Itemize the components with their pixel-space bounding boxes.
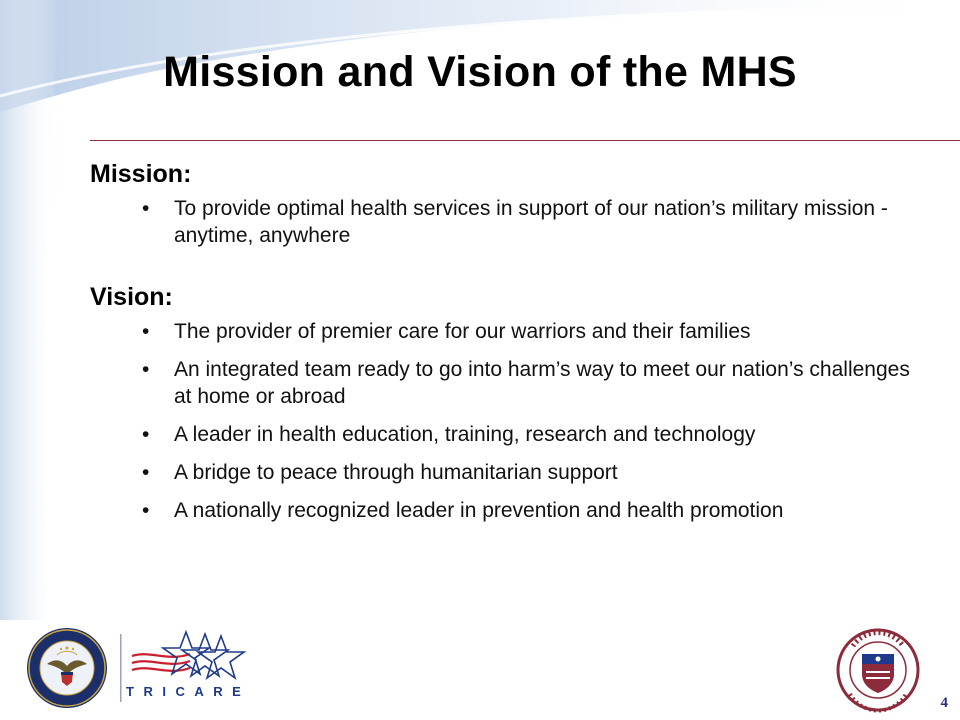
bullet-icon: • bbox=[142, 499, 150, 522]
footer-divider bbox=[120, 634, 122, 702]
mission-list bbox=[90, 195, 930, 249]
bullet-icon: • bbox=[142, 358, 150, 381]
list-item bbox=[90, 421, 930, 448]
footer-logos bbox=[0, 620, 960, 720]
vision-heading: Vision: bbox=[90, 283, 173, 311]
bullet-text: An integrated team ready to go into harm’s way to meet our nation’s challenges at home or abroad bbox=[174, 358, 910, 408]
bullet-icon: • bbox=[142, 423, 150, 446]
title-divider bbox=[90, 140, 960, 141]
bullet-text: A nationally recognized leader in prevention and health promotion bbox=[174, 499, 784, 522]
slide-title: Mission and Vision of the MHS bbox=[163, 48, 797, 96]
bullet-icon: • bbox=[142, 320, 150, 343]
list-item bbox=[90, 497, 930, 524]
bullet-icon: • bbox=[142, 461, 150, 484]
bullet-text: A leader in health education, training, research and technology bbox=[174, 423, 756, 446]
list-item bbox=[90, 356, 930, 410]
bullet-text: The provider of premier care for our warriors and their families bbox=[174, 320, 751, 343]
bullet-text: A bridge to peace through humanitarian support bbox=[174, 461, 618, 484]
bullet-text: To provide optimal health services in support of our nation’s military mission - anytime, anywhere bbox=[174, 197, 888, 247]
tricare-university-seal-icon bbox=[838, 630, 918, 711]
page-number: 4 bbox=[940, 695, 948, 711]
slide-content bbox=[90, 160, 930, 535]
mission-heading: Mission: bbox=[90, 160, 192, 188]
tricare-logo-icon bbox=[132, 632, 244, 678]
list-item bbox=[90, 459, 930, 486]
list-item bbox=[90, 318, 930, 345]
vision-list bbox=[90, 318, 930, 524]
list-item bbox=[90, 195, 930, 249]
department-of-defense-seal-icon bbox=[27, 628, 107, 708]
tricare-logo-text: TRICARE bbox=[126, 684, 251, 699]
bullet-icon: • bbox=[142, 197, 150, 220]
